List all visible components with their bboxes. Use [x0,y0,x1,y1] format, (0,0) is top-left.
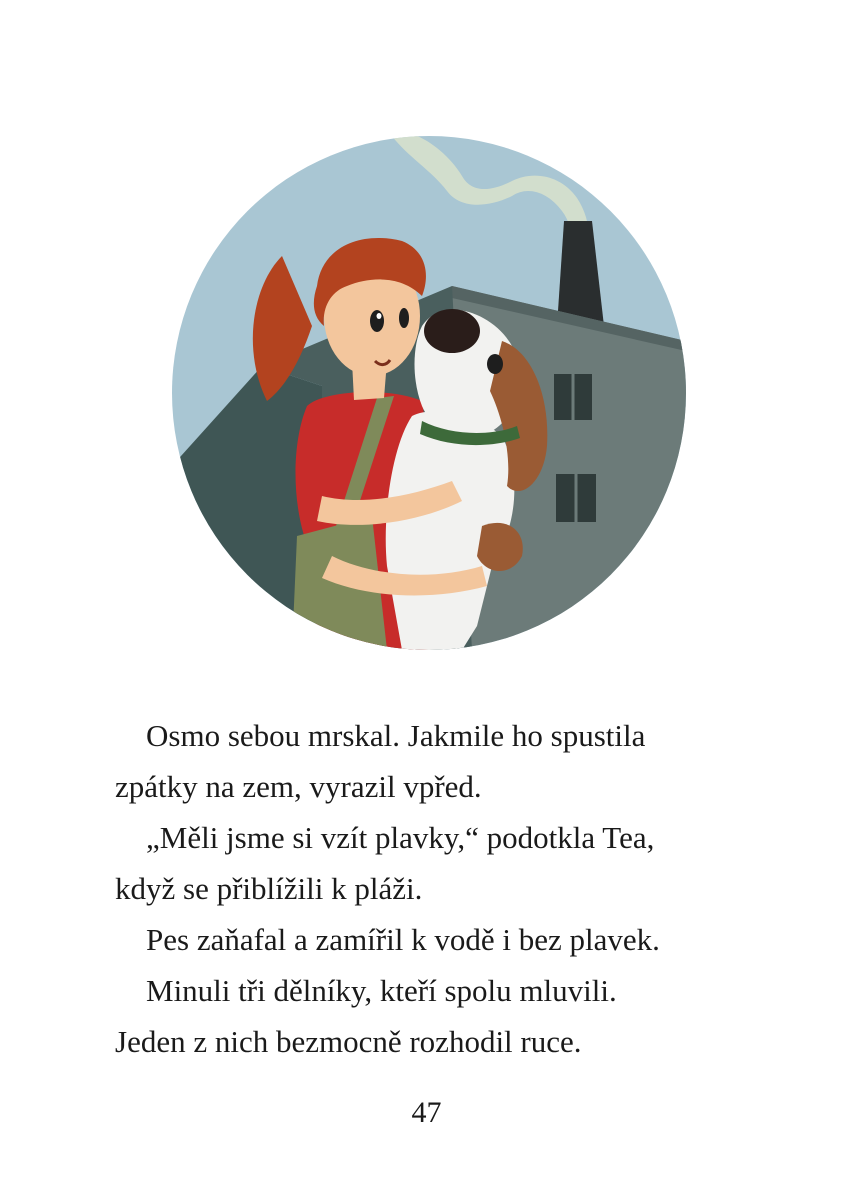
text-line: Osmo sebou mrskal. Jakmile ho spustila [146,718,646,753]
text-line: když se přiblížili k pláži. [115,871,423,906]
paragraph [115,812,755,914]
paragraph [115,710,755,812]
text-line: „Měli jsme si vzít plavky,“ podotkla Tea, [146,820,655,855]
text-line: Pes zaňafal a zamířil k vodě i bez plavek. [146,922,660,957]
page-number: 47 [411,1096,442,1129]
dog-eye [487,354,503,374]
girl-eye [370,310,384,332]
dog-nose [424,309,480,353]
text-line: Jeden z nich bezmocně rozhodil ruce. [115,1024,582,1059]
paragraph [115,965,755,1067]
text-line: Minuli tři dělníky, kteří spolu mluvili. [146,973,617,1008]
girl-eye [399,308,409,328]
girl-holding-dog-illustration [172,136,686,650]
text-line: zpátky na zem, vyrazil vpřed. [115,769,482,804]
circular-illustration [172,136,686,650]
story-text [115,710,755,1067]
paragraph [115,914,755,965]
